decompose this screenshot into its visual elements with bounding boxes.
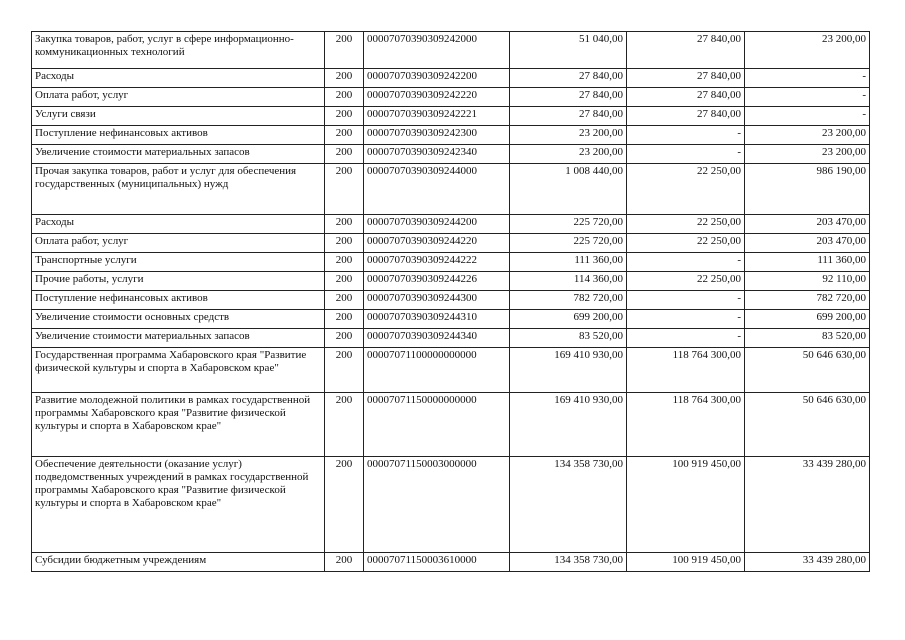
budget-classification-code-cell: 00007070390309244200 — [364, 215, 510, 234]
executed-amount-cell: 27 840,00 — [627, 88, 745, 107]
table-row — [32, 126, 870, 145]
expense-name-cell: Обеспечение деятельности (оказание услуг) подведомственных учреждений в рамках государственной программы Хабаровского края "Развитие физической культуры и спорта в Хабаровском крае" — [32, 457, 325, 553]
budget-classification-code-cell: 00007070390309242300 — [364, 126, 510, 145]
expense-name-cell: Транспортные услуги — [32, 253, 325, 272]
executed-amount-cell: 100 919 450,00 — [627, 553, 745, 572]
unexecuted-amount-cell: 33 439 280,00 — [745, 457, 870, 553]
executed-amount-cell: 100 919 450,00 — [627, 457, 745, 553]
table-row — [32, 145, 870, 164]
executed-amount-cell: 22 250,00 — [627, 164, 745, 215]
executed-amount-cell: - — [627, 253, 745, 272]
unexecuted-amount-cell: 23 200,00 — [745, 126, 870, 145]
expense-name-cell: Закупка товаров, работ, услуг в сфере информационно-коммуникационных технологий — [32, 32, 325, 69]
table-body — [32, 32, 870, 572]
budget-classification-code-cell: 00007070390309242200 — [364, 69, 510, 88]
unexecuted-amount-cell: 111 360,00 — [745, 253, 870, 272]
line-code-cell: 200 — [325, 69, 364, 88]
budget-classification-code-cell: 00007071150000000000 — [364, 393, 510, 457]
expense-name-cell: Прочие работы, услуги — [32, 272, 325, 291]
budget-classification-code-cell: 00007071100000000000 — [364, 348, 510, 393]
approved-amount-cell: 225 720,00 — [510, 215, 627, 234]
unexecuted-amount-cell: - — [745, 88, 870, 107]
approved-amount-cell: 1 008 440,00 — [510, 164, 627, 215]
executed-amount-cell: - — [627, 145, 745, 164]
expense-name-cell: Государственная программа Хабаровского края "Развитие физической культуры и спорта в Хабаровском крае" — [32, 348, 325, 393]
approved-amount-cell: 782 720,00 — [510, 291, 627, 310]
executed-amount-cell: - — [627, 329, 745, 348]
table-row — [32, 291, 870, 310]
unexecuted-amount-cell: 23 200,00 — [745, 32, 870, 69]
executed-amount-cell: 118 764 300,00 — [627, 348, 745, 393]
unexecuted-amount-cell: 782 720,00 — [745, 291, 870, 310]
expense-name-cell: Развитие молодежной политики в рамках государственной программы Хабаровского края "Развитие физической культуры и спорта в Хабаровском крае" — [32, 393, 325, 457]
table-row — [32, 329, 870, 348]
budget-classification-code-cell: 00007070390309244220 — [364, 234, 510, 253]
expense-name-cell: Увеличение стоимости материальных запасов — [32, 329, 325, 348]
approved-amount-cell: 111 360,00 — [510, 253, 627, 272]
budget-classification-code-cell: 00007070390309244310 — [364, 310, 510, 329]
executed-amount-cell: - — [627, 310, 745, 329]
unexecuted-amount-cell: 986 190,00 — [745, 164, 870, 215]
line-code-cell: 200 — [325, 126, 364, 145]
line-code-cell: 200 — [325, 553, 364, 572]
approved-amount-cell: 169 410 930,00 — [510, 393, 627, 457]
table-row — [32, 348, 870, 393]
budget-execution-table — [31, 31, 870, 572]
line-code-cell: 200 — [325, 253, 364, 272]
line-code-cell: 200 — [325, 164, 364, 215]
table-row — [32, 164, 870, 215]
executed-amount-cell: 118 764 300,00 — [627, 393, 745, 457]
line-code-cell: 200 — [325, 234, 364, 253]
unexecuted-amount-cell: 33 439 280,00 — [745, 553, 870, 572]
line-code-cell: 200 — [325, 215, 364, 234]
budget-classification-code-cell: 00007070390309244222 — [364, 253, 510, 272]
approved-amount-cell: 114 360,00 — [510, 272, 627, 291]
expense-name-cell: Поступление нефинансовых активов — [32, 291, 325, 310]
budget-classification-code-cell: 00007070390309244226 — [364, 272, 510, 291]
table-row — [32, 310, 870, 329]
approved-amount-cell: 27 840,00 — [510, 69, 627, 88]
line-code-cell: 200 — [325, 88, 364, 107]
line-code-cell: 200 — [325, 457, 364, 553]
table-row — [32, 457, 870, 553]
unexecuted-amount-cell: 203 470,00 — [745, 215, 870, 234]
unexecuted-amount-cell: - — [745, 69, 870, 88]
budget-classification-code-cell: 00007070390309242220 — [364, 88, 510, 107]
table-row — [32, 253, 870, 272]
approved-amount-cell: 27 840,00 — [510, 88, 627, 107]
expense-name-cell: Увеличение стоимости материальных запасов — [32, 145, 325, 164]
executed-amount-cell: 27 840,00 — [627, 107, 745, 126]
budget-classification-code-cell: 00007070390309242340 — [364, 145, 510, 164]
budget-classification-code-cell: 00007070390309244000 — [364, 164, 510, 215]
approved-amount-cell: 134 358 730,00 — [510, 457, 627, 553]
unexecuted-amount-cell: 203 470,00 — [745, 234, 870, 253]
executed-amount-cell: 22 250,00 — [627, 234, 745, 253]
approved-amount-cell: 169 410 930,00 — [510, 348, 627, 393]
unexecuted-amount-cell: 699 200,00 — [745, 310, 870, 329]
expense-name-cell: Расходы — [32, 215, 325, 234]
table-row — [32, 234, 870, 253]
approved-amount-cell: 83 520,00 — [510, 329, 627, 348]
executed-amount-cell: 27 840,00 — [627, 69, 745, 88]
table-row — [32, 553, 870, 572]
expense-name-cell: Субсидии бюджетным учреждениям — [32, 553, 325, 572]
unexecuted-amount-cell: 23 200,00 — [745, 145, 870, 164]
table-row — [32, 393, 870, 457]
expense-name-cell: Оплата работ, услуг — [32, 88, 325, 107]
expense-name-cell: Услуги связи — [32, 107, 325, 126]
line-code-cell: 200 — [325, 310, 364, 329]
unexecuted-amount-cell: 50 646 630,00 — [745, 393, 870, 457]
approved-amount-cell: 225 720,00 — [510, 234, 627, 253]
executed-amount-cell: 22 250,00 — [627, 272, 745, 291]
unexecuted-amount-cell: 50 646 630,00 — [745, 348, 870, 393]
unexecuted-amount-cell: - — [745, 107, 870, 126]
table-row — [32, 32, 870, 69]
budget-classification-code-cell: 00007070390309244300 — [364, 291, 510, 310]
line-code-cell: 200 — [325, 329, 364, 348]
table-row — [32, 69, 870, 88]
line-code-cell: 200 — [325, 272, 364, 291]
executed-amount-cell: 27 840,00 — [627, 32, 745, 69]
unexecuted-amount-cell: 83 520,00 — [745, 329, 870, 348]
budget-classification-code-cell: 00007070390309242000 — [364, 32, 510, 69]
executed-amount-cell: - — [627, 291, 745, 310]
table-row — [32, 107, 870, 126]
approved-amount-cell: 134 358 730,00 — [510, 553, 627, 572]
table-row — [32, 88, 870, 107]
line-code-cell: 200 — [325, 32, 364, 69]
expense-name-cell: Увеличение стоимости основных средств — [32, 310, 325, 329]
line-code-cell: 200 — [325, 291, 364, 310]
line-code-cell: 200 — [325, 393, 364, 457]
line-code-cell: 200 — [325, 145, 364, 164]
line-code-cell: 200 — [325, 348, 364, 393]
executed-amount-cell: - — [627, 126, 745, 145]
approved-amount-cell: 699 200,00 — [510, 310, 627, 329]
expense-name-cell: Поступление нефинансовых активов — [32, 126, 325, 145]
table-row — [32, 272, 870, 291]
unexecuted-amount-cell: 92 110,00 — [745, 272, 870, 291]
expense-name-cell: Оплата работ, услуг — [32, 234, 325, 253]
executed-amount-cell: 22 250,00 — [627, 215, 745, 234]
table-row — [32, 215, 870, 234]
budget-classification-code-cell: 00007071150003000000 — [364, 457, 510, 553]
expense-name-cell: Прочая закупка товаров, работ и услуг для обеспечения государственных (муниципальных) нужд — [32, 164, 325, 215]
budget-classification-code-cell: 00007070390309244340 — [364, 329, 510, 348]
budget-classification-code-cell: 00007071150003610000 — [364, 553, 510, 572]
approved-amount-cell: 51 040,00 — [510, 32, 627, 69]
line-code-cell: 200 — [325, 107, 364, 126]
budget-report-page — [31, 31, 870, 572]
approved-amount-cell: 23 200,00 — [510, 126, 627, 145]
budget-classification-code-cell: 00007070390309242221 — [364, 107, 510, 126]
expense-name-cell: Расходы — [32, 69, 325, 88]
approved-amount-cell: 23 200,00 — [510, 145, 627, 164]
approved-amount-cell: 27 840,00 — [510, 107, 627, 126]
